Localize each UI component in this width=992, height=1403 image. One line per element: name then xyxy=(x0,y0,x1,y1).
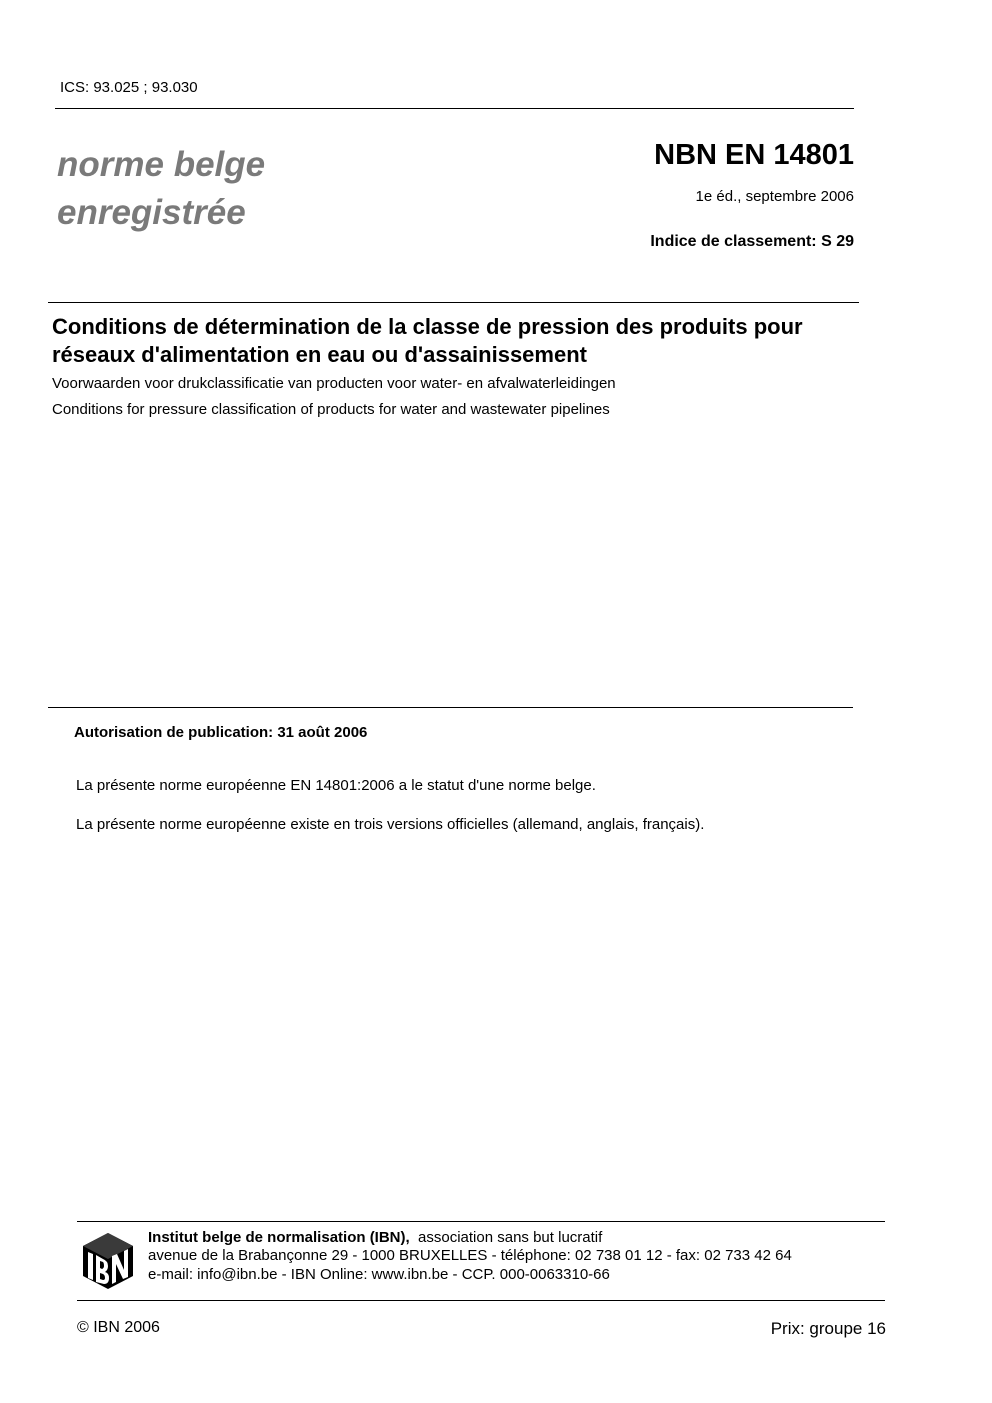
title-fr-line1: Conditions de détermination de la classe de pression des produits pour xyxy=(52,314,803,339)
norm-type-line2: enregistrée xyxy=(57,193,246,232)
copyright: © IBN 2006 xyxy=(77,1319,160,1336)
title-en: Conditions for pressure classification of products for water and wastewater pipelines xyxy=(52,401,610,418)
price-group: Prix: groupe 16 xyxy=(770,1319,886,1338)
institute-name: Institut belge de normalisation (IBN), xyxy=(148,1229,410,1246)
body-divider xyxy=(48,707,853,708)
footer-top-divider xyxy=(77,1221,885,1222)
title-nl: Voorwaarden voor drukclassificatie van producten voor water- en afvalwaterleidingen xyxy=(52,375,616,392)
title-divider xyxy=(48,302,859,303)
edition-info: 1e éd., septembre 2006 xyxy=(695,188,854,205)
status-paragraph: La présente norme européenne EN 14801:2006 a le statut d'une norme belge. xyxy=(76,777,596,794)
title-fr-line2: réseaux d'alimentation en eau ou d'assainissement xyxy=(52,342,587,367)
institute-contact: e-mail: info@ibn.be - IBN Online: www.ibn.be - CCP. 000-0063310-66 xyxy=(148,1266,610,1283)
institute-address: avenue de la Brabançonne 29 - 1000 BRUXELLES - téléphone: 02 738 01 12 - fax: 02 733 42 64 xyxy=(148,1247,792,1264)
norm-type-line1: norme belge xyxy=(57,145,266,184)
institute-description: association sans but lucratif xyxy=(418,1229,603,1246)
standard-number: NBN EN 14801 xyxy=(654,139,854,171)
header-divider xyxy=(55,108,854,109)
classification-index: Indice de classement: S 29 xyxy=(650,233,854,250)
footer-bottom-divider xyxy=(77,1300,885,1301)
publication-authorization: Autorisation de publication: 31 août 2006 xyxy=(74,724,368,741)
ibn-logo-icon xyxy=(82,1232,134,1290)
versions-paragraph: La présente norme européenne existe en trois versions officielles (allemand, anglais, français). xyxy=(76,816,705,833)
ics-codes: ICS: 93.025 ; 93.030 xyxy=(60,79,198,96)
institute-line xyxy=(148,1229,602,1246)
